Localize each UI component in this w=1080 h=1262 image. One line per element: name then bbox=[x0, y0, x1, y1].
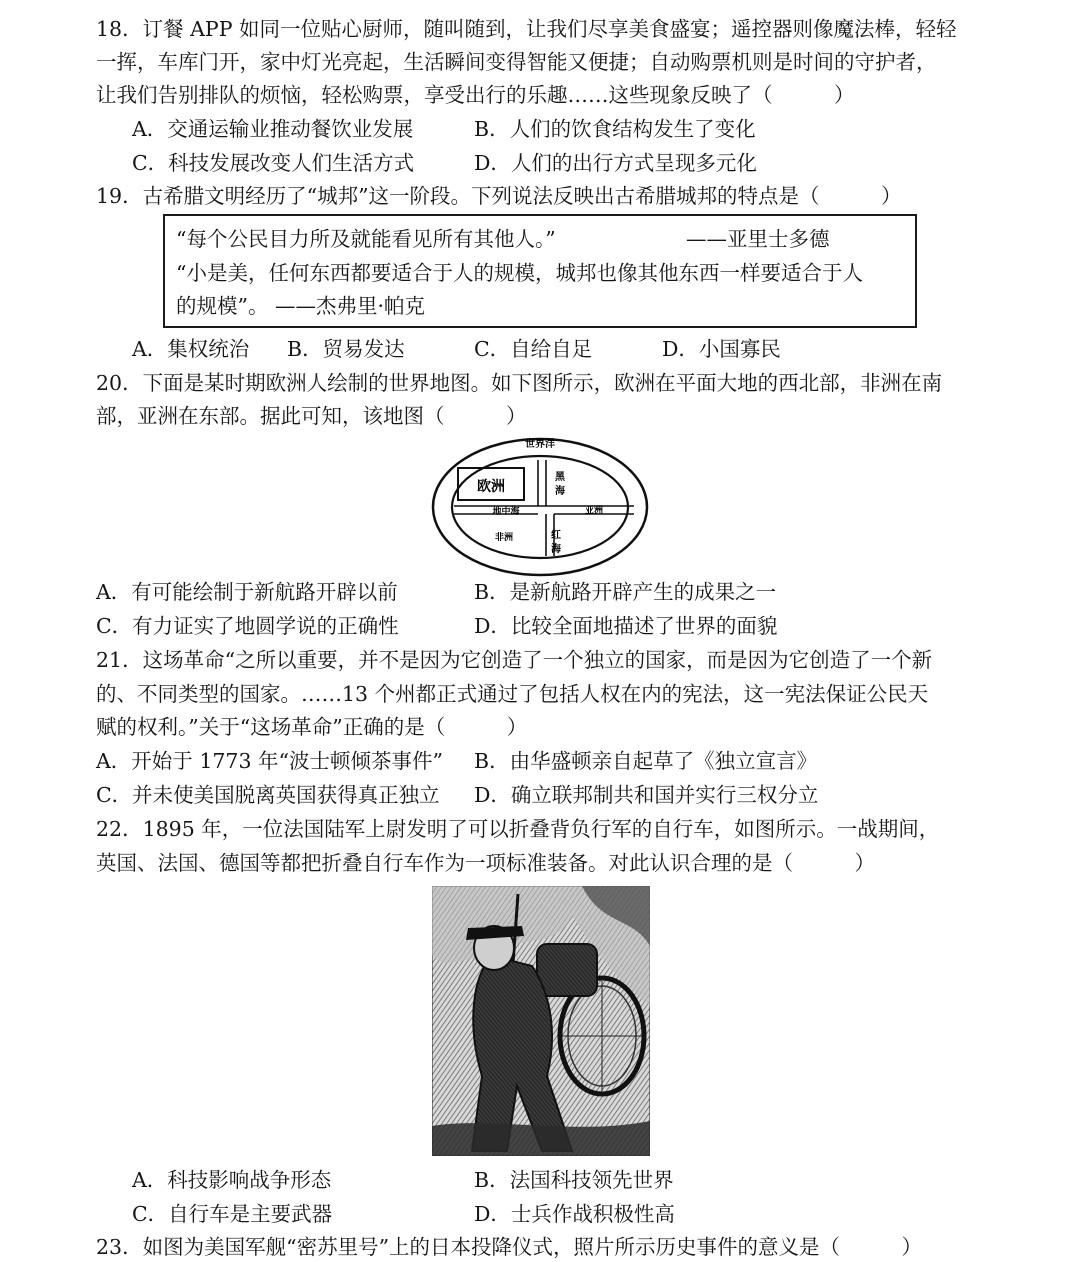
map-label-europe: 欧洲 bbox=[477, 479, 505, 495]
map-label-red-sea-1: 红 bbox=[551, 530, 561, 541]
q19-quote-1: “每个公民目力所及就能看见所有其他人。” bbox=[176, 227, 556, 251]
q18-stem-line-2: 一挥，车库门开，家中灯光亮起，生活瞬间变得智能又便捷；自动购票机则是时间的守护者， bbox=[96, 50, 937, 74]
q18-option-d: D．人们的出行方式呈现多元化 bbox=[474, 151, 757, 175]
q18-option-c: C．科技发展改变人们生活方式 bbox=[132, 151, 415, 175]
map-label-black-sea-2: 海 bbox=[555, 486, 565, 497]
q21-stem-line-1: 21．这场革命“之所以重要，并不是因为它创造了一个独立的国家，而是因为它创造了一个新 bbox=[96, 648, 933, 672]
q22-option-d: D．士兵作战积极性高 bbox=[474, 1202, 675, 1226]
map-label-ocean: 世界洋 bbox=[525, 439, 555, 450]
q20-stem-line-1: 20．下面是某时期欧洲人绘制的世界地图。如下图所示，欧洲在平面大地的西北部，非洲在南 bbox=[96, 371, 943, 395]
map-label-red-sea-2: 海 bbox=[551, 544, 561, 555]
map-label-black-sea-1: 黑 bbox=[555, 472, 565, 483]
q19-stem: 19．古希腊文明经历了“城邦”这一阶段。下列说法反映出古希腊城邦的特点是（ ） bbox=[96, 184, 902, 208]
q20-option-b: B．是新航路开辟产生的成果之一 bbox=[474, 580, 777, 604]
map-label-africa: 非洲 bbox=[494, 533, 514, 543]
world-map-figure bbox=[430, 436, 650, 578]
ground bbox=[432, 1121, 650, 1156]
q19-quote-2-line-2: 的规模”。 ——杰弗里·帕克 bbox=[176, 294, 426, 318]
q21-stem-line-3: 赋的权利。”关于“这场革命”正确的是（ ） bbox=[96, 715, 528, 739]
soldier-folding-bicycle-photo bbox=[432, 886, 650, 1156]
q19-quote-2-line-1: “小是美，任何东西都要适合于人的规模，城邦也像其他东西一样要适合于人 bbox=[176, 261, 863, 285]
q21-option-b: B．由华盛顿亲自起草了《独立宣言》 bbox=[474, 749, 818, 773]
q18-option-a: A．交通运输业推动餐饮业发展 bbox=[132, 117, 414, 141]
q22-option-c: C．自行车是主要武器 bbox=[132, 1202, 333, 1226]
q20-stem-line-2: 部，亚洲在东部。据此可知，该地图（ ） bbox=[96, 404, 527, 428]
q19-option-a: A．集权统治 bbox=[132, 337, 250, 361]
q19-quote-1-author: ——亚里士多德 bbox=[686, 227, 830, 251]
q20-option-a: A．有可能绘制于新航路开辟以前 bbox=[96, 580, 398, 604]
world-ocean-outline bbox=[433, 439, 647, 575]
q20-option-d: D．比较全面地描述了世界的面貌 bbox=[474, 614, 778, 638]
q19-option-c: C．自给自足 bbox=[474, 337, 593, 361]
q19-option-b: B．贸易发达 bbox=[287, 337, 405, 361]
map-label-asia: 亚洲 bbox=[584, 506, 604, 516]
q23-stem: 23．如图为美国军舰“密苏里号”上的日本投降仪式，照片所示历史事件的意义是（ ） bbox=[96, 1235, 923, 1259]
q22-stem-line-1: 22．1895 年，一位法国陆军上尉发明了可以折叠背负行军的自行车，如图所示。一战期间， bbox=[96, 817, 940, 841]
q22-stem-line-2: 英国、法国、德国等都把折叠自行车作为一项标准装备。对此认识合理的是（ ） bbox=[96, 851, 875, 875]
q21-option-c: C．并未使美国脱离英国获得真正独立 bbox=[96, 783, 440, 807]
q20-option-c: C．有力证实了地圆学说的正确性 bbox=[96, 614, 399, 638]
q22-option-b: B．法国科技领先世界 bbox=[474, 1168, 674, 1192]
q18-stem-line-3: 让我们告别排队的烦恼，轻松购票，享受出行的乐趣……这些现象反映了（ ） bbox=[96, 83, 855, 107]
q18-option-b: B．人们的饮食结构发生了变化 bbox=[474, 117, 756, 141]
q22-option-a: A．科技影响战争形态 bbox=[132, 1168, 332, 1192]
q19-option-d: D．小国寡民 bbox=[662, 337, 781, 361]
q21-stem-line-2: 的、不同类型的国家。……13 个州都正式通过了包括人权在内的宪法，这一宪法保证公民天 bbox=[96, 682, 929, 706]
q21-option-a: A．开始于 1773 年“波士顿倾茶事件” bbox=[96, 749, 443, 773]
map-label-mediterranean: 地中海 bbox=[492, 507, 520, 517]
q21-option-d: D．确立联邦制共和国并实行三权分立 bbox=[474, 783, 819, 807]
q18-stem-line-1: 18．订餐 APP 如同一位贴心厨师，随叫随到，让我们尽享美食盛宴；遥控器则像魔法棒，轻轻 bbox=[96, 17, 957, 41]
backpack bbox=[537, 944, 597, 996]
